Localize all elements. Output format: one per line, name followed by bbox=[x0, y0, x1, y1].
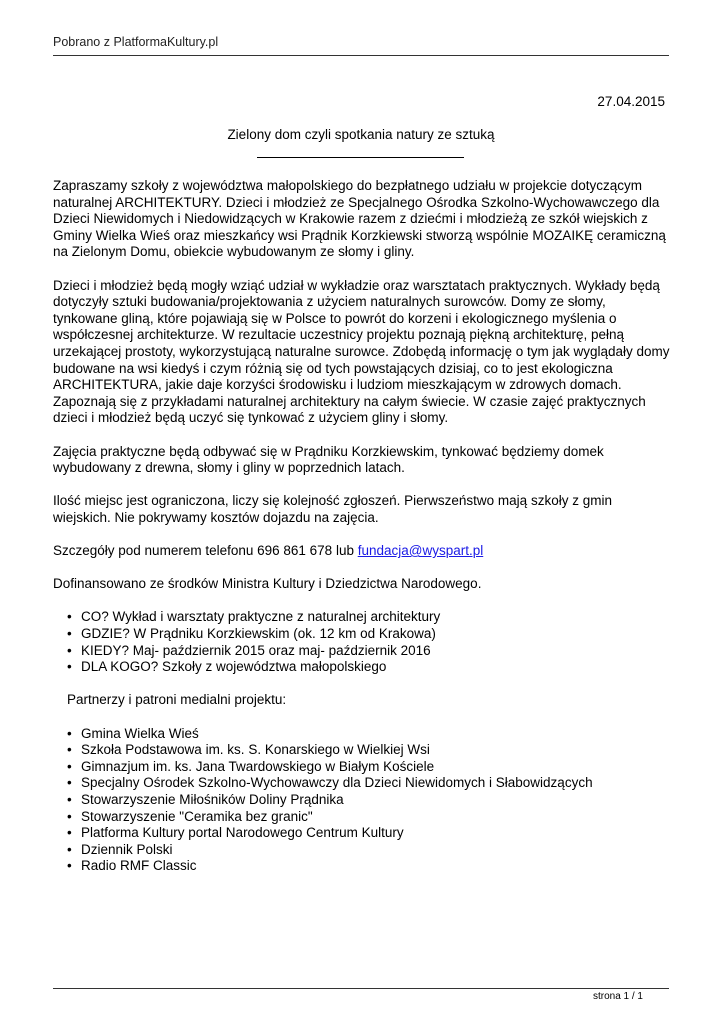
partners-list bbox=[53, 726, 673, 875]
paragraph-funding: Dofinansowano ze środków Ministra Kultury i Dziedzictwa Narodowego. bbox=[53, 576, 482, 592]
list-item: • CO? Wykład i warsztaty praktyczne z naturalnej architektury bbox=[53, 609, 673, 626]
partners-heading: Partnerzy i patroni medialni projektu: bbox=[67, 692, 287, 708]
list-item: • Stowarzyszenie "Ceramika bez granic" bbox=[53, 809, 673, 826]
list-item: • KIEDY? Maj- październik 2015 oraz maj- październik 2016 bbox=[53, 643, 673, 660]
list-item: • Gimnazjum im. ks. Jana Twardowskiego w Białym Kościele bbox=[53, 759, 673, 776]
page-title: Zielony dom czyli spotkania natury ze sztuką bbox=[227, 127, 495, 142]
details-list bbox=[53, 609, 673, 675]
document-body bbox=[53, 178, 673, 892]
list-item: • Stowarzyszenie Miłośników Doliny Prądnika bbox=[53, 792, 673, 809]
title-underline bbox=[257, 157, 464, 158]
list-item: • Szkoła Podstawowa im. ks. S. Konarskiego w Wielkiej Wsi bbox=[53, 742, 673, 759]
footer-divider bbox=[53, 988, 669, 989]
header-divider bbox=[53, 55, 669, 56]
page-number: strona 1 / 1 bbox=[592, 991, 643, 1002]
paragraph-contact bbox=[53, 543, 673, 560]
list-item: • GDZIE? W Prądniku Korzkiewskim (ok. 12 km od Krakowa) bbox=[53, 626, 673, 643]
paragraph-program: Dzieci i młodzież będą mogły wziąć udział w wykładzie oraz warsztatach praktycznych. Wykłady będą dotyczyły sztuki budowania/projektowania z użyciem naturalnych surowców. Domy ze słomy, tynkowane gliną, które pojawiają się w Polsce to powrót do korzeni i ekologicznego myślenia o współczesnej architekturze. W rezultacie uczestnicy projektu poznają piękną architekturę, pełną urzekającej prostoty, wykorzystującą naturalne surowce. Zdobędą informację o tym jak wyglądały domy budowane na wsi kiedyś i czym różnią się od tych powstających dzisiaj, co to jest ekologiczna ARCHITEKTURA, jakie daje korzyści środowisku i ludziom mieszkającym w zdrowych domach. Zapoznają się z przykładami naturalnej architektury na całym świecie. W czasie zajęć praktycznych dzieci i młodzież będą uczyć się tynkować z użyciem gliny i słomy. bbox=[53, 277, 670, 426]
paragraph-practical: Zajęcia praktyczne będą odbywać się w Prądniku Korzkiewskim, tynkować będziemy domek wybudowany z drewna, słomy i gliny w poprzednich latach. bbox=[53, 443, 604, 476]
paragraph-intro: Zapraszamy szkoły z województwa małopolskiego do bezpłatnego udziału w projekcie dotyczącym naturalnej ARCHITEKTURY. Dzieci i młodzież ze Specjalnego Ośrodka Szkolno-Wychowawczego dla Dzieci Niewidomych i Niedowidzących w Krakowie razem z dziećmi i młodzieżą ze szkół wiejskich z Gminy Wielka Wieś oraz mieszkańcy wsi Prądnik Korzkiewski stworzą wspólnie MOZAIKĘ ceramiczną na Zielonym Domu, obiekcie wybudowanym ze słomy i gliny. bbox=[53, 178, 666, 260]
list-item: • Specjalny Ośrodek Szkolno-Wychowawczy dla Dzieci Niewidomych i Słabowidzących bbox=[53, 775, 673, 792]
list-item: • Dziennik Polski bbox=[53, 842, 673, 859]
list-item: • DLA KOGO? Szkoły z województwa małopolskiego bbox=[53, 659, 673, 676]
email-link[interactable]: fundacja@wyspart.pl bbox=[357, 543, 484, 559]
contact-text: Szczegóły pod numerem telefonu 696 861 678 lub bbox=[53, 543, 358, 559]
list-item: • Radio RMF Classic bbox=[53, 858, 673, 875]
download-source-header: Pobrano z PlatformaKultury.pl bbox=[53, 35, 219, 49]
list-item: • Platforma Kultury portal Narodowego Centrum Kultury bbox=[53, 825, 673, 842]
list-item: • Gmina Wielka Wieś bbox=[53, 726, 673, 743]
document-date: 27.04.2015 bbox=[597, 94, 665, 109]
paragraph-places: Ilość miejsc jest ograniczona, liczy się kolejność zgłoszeń. Pierwszeństwo mają szkoły z gmin wiejskich. Nie pokrywamy kosztów dojazdu na zajęcia. bbox=[53, 493, 612, 525]
